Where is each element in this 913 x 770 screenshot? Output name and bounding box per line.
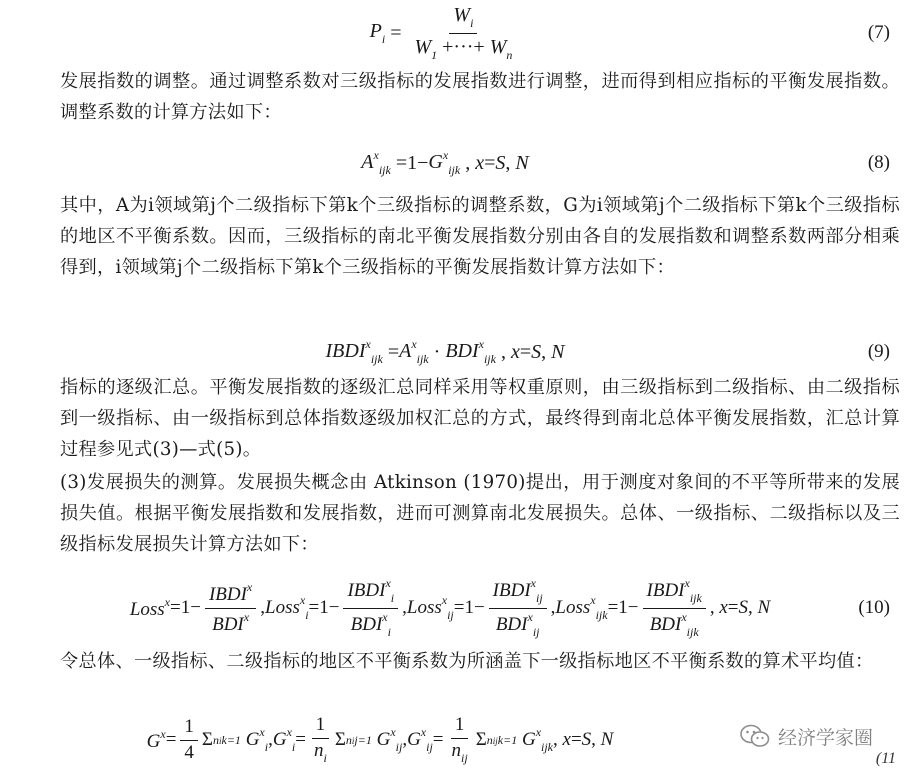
equation-8: $A^x_{ijk}$ =1− $G^x_{ijk}$ , x = S , N (8) (361, 148, 890, 177)
paragraph-adjustment: 发展指数的调整。通过调整系数对三级指标的发展指数进行调整，进而得到相应指标的平衡发展指数。调整系数的计算方法如下： (60, 71, 900, 123)
watermark-text: 经济学家圈 (778, 726, 874, 749)
equation-number: (9) (867, 341, 890, 362)
equation-10: Loss$^x$ =1− $\frac{IBDI^x}{BDI^x}$ , Loss$^x_i$ =1− $\frac{IBDI^x_i}{BDI^x_i}$ , Loss$^x_{ij}$ =1− $\frac{IBDI^x_{ij}}{BDI^x_{ij}}$ , Loss$^x_{ijk}$ =1− $\frac{IBDI^x_{ijk}}{BDI^x_{ijk}}$ , x = S , N (10) (129, 576, 890, 639)
equation-number: (10) (858, 597, 890, 618)
equation-number-partial: (11 (875, 750, 896, 767)
paragraph-development-loss: (3)发展损失的测算。发展损失概念由 Atkinson (1970)提出，用于测度对象间的不平等所带来的发展损失值。根据平衡发展指数和发展指数，进而可测算南北发展损失。总体、一级指标、二级指标以及三级指标发展损失计算方法如下： (60, 472, 900, 555)
equation-11: $G^x$ = $\frac{1}{4}$ Σ ni k=1 $G^x_i$ , $G^x_i$ = $\frac{1}{n_i}$ Σ ni j=1 $G^x_{ij}$ , $G^x_{ij}$ = $\frac{1}{n_{ij}}$ Σ nij k=1 $G^x_{ijk}$ , x = S , N (11 (146, 713, 896, 767)
paragraph-definitions: 其中，A为i领域第j个二级指标下第k个三级指标的调整系数，G为i领域第j个二级指标下第k个三级指标的地区不平衡系数。因而，三级指标的南北平衡发展指数分别由各自的发展指数和调整系数两部分相乘得到，i领域第j个二级指标下第k个三级指标的平衡发展指数计算方法如下： (60, 195, 900, 278)
paragraph-aggregation: 指标的逐级汇总。平衡发展指数的逐级汇总同样采用等权重原则，由三级指标到二级指标、由二级指标到一级指标、由一级指标到总体指数逐级加权汇总的方式，最终得到南北总体平衡发展指数，汇总计算过程参见式(3)—式(5)。 (60, 377, 900, 460)
equation-number: (8) (867, 152, 890, 173)
watermark (740, 716, 910, 756)
equation-number: (7) (867, 22, 890, 43)
equation-7: $P_i$ = $\frac{W_i}{W_1 +\cdot\cdot\cdot+ W_n}$ (7) (369, 4, 890, 62)
wechat-icon (740, 723, 770, 749)
paragraph-averaging: 令总体、一级指标、二级指标的地区不平衡系数为所涵盖下一级指标地区不平衡系数的算术平均值： (60, 651, 874, 672)
equation-9: $IBDI^x_{ijk}$ = $A^x_{ijk}$ · $BDI^x_{ijk}$ , x = S , N (9) (325, 337, 890, 366)
